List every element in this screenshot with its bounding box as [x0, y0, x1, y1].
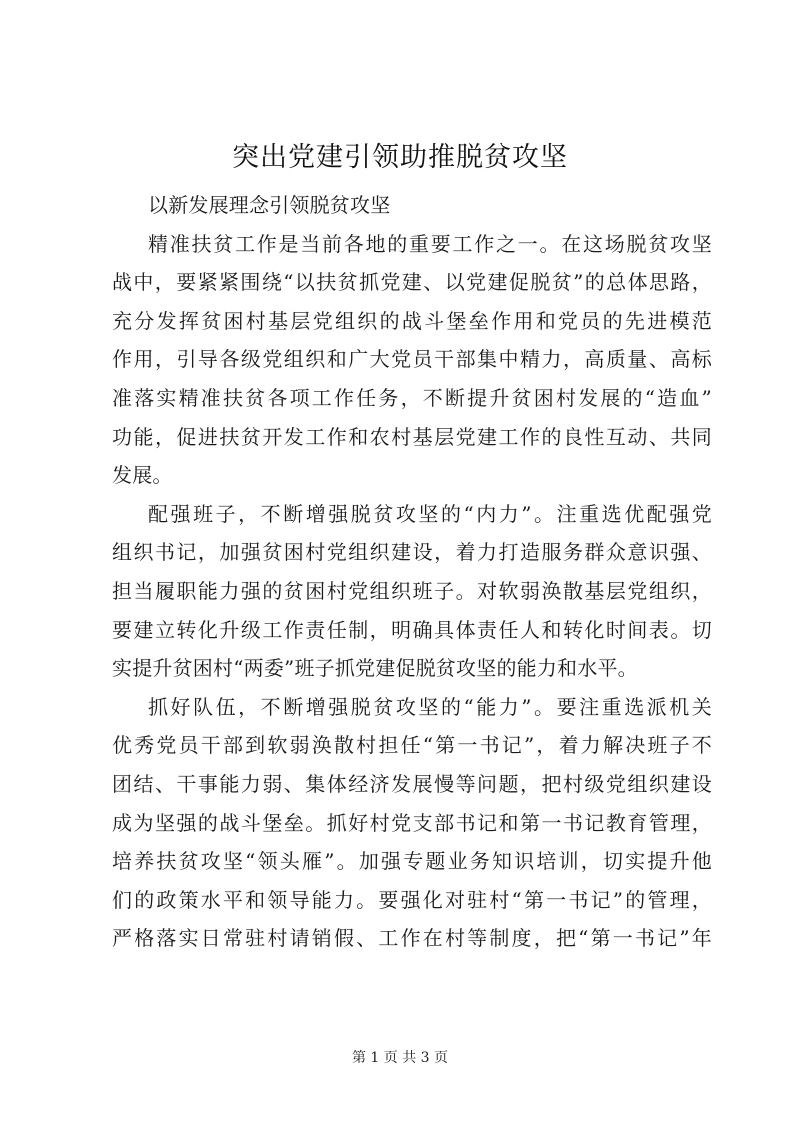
text-line: 精准扶贫工作是当前各地的重要工作之一。在这场脱贫攻坚: [148, 231, 712, 256]
text-line: 组织书记，加强贫困村党组织建设，着力打造服务群众意识强、: [112, 540, 712, 565]
text-line: 配强班子，不断增强脱贫攻坚的“内力”。注重选优配强党: [148, 501, 712, 526]
page-footer: 第 1 页 共 3 页: [351, 1050, 449, 1066]
document-body: [112, 186, 712, 958]
text-line: 要建立转化升级工作责任制，明确具体责任人和转化时间表。切: [112, 617, 712, 642]
text-line: 实提升贫困村“两委”班子抓党建促脱贫攻坚的能力和水平。: [112, 656, 638, 681]
text-line: 发展。: [112, 463, 173, 488]
text-line: 准落实精准扶贫各项工作任务，不断提升贫困村发展的“造血”: [112, 385, 712, 410]
text-line: 团结、干事能力弱、集体经济发展慢等问题，把村级党组织建设: [112, 771, 712, 796]
text-line: 优秀党员干部到软弱涣散村担任“第一书记”，着力解决班子不: [112, 733, 712, 758]
text-line: 成为坚强的战斗堡垒。抓好村党支部书记和第一书记教育管理，: [112, 810, 712, 835]
text-line: 担当履职能力强的贫困村党组织班子。对软弱涣散基层党组织，: [112, 578, 712, 603]
text-line: 作用，引导各级党组织和广大党员干部集中精力，高质量、高标: [112, 347, 712, 372]
text-line: 抓好队伍，不断增强脱贫攻坚的“能力”。要注重选派机关: [148, 694, 712, 719]
text-line: 战中，要紧紧围绕“以扶贫抓党建、以党建促脱贫”的总体思路，: [112, 270, 712, 295]
text-line: 功能，促进扶贫开发工作和农村基层党建工作的良性互动、共同: [112, 424, 712, 449]
text-line: 培养扶贫攻坚“领头雁”。加强专题业务知识培训，切实提升他: [112, 849, 712, 874]
document-title: 突出党建引领助推脱贫攻坚: [232, 142, 568, 173]
text-line: 以新发展理念引领脱贫攻坚: [148, 193, 391, 217]
text-line: 们的政策水平和领导能力。要强化对驻村“第一书记”的管理，: [112, 887, 712, 912]
text-line: 严格落实日常驻村请销假、工作在村等制度，把“第一书记”年: [112, 926, 712, 951]
text-line: 充分发挥贫困村基层党组织的战斗堡垒作用和党员的先进模范: [112, 308, 712, 333]
